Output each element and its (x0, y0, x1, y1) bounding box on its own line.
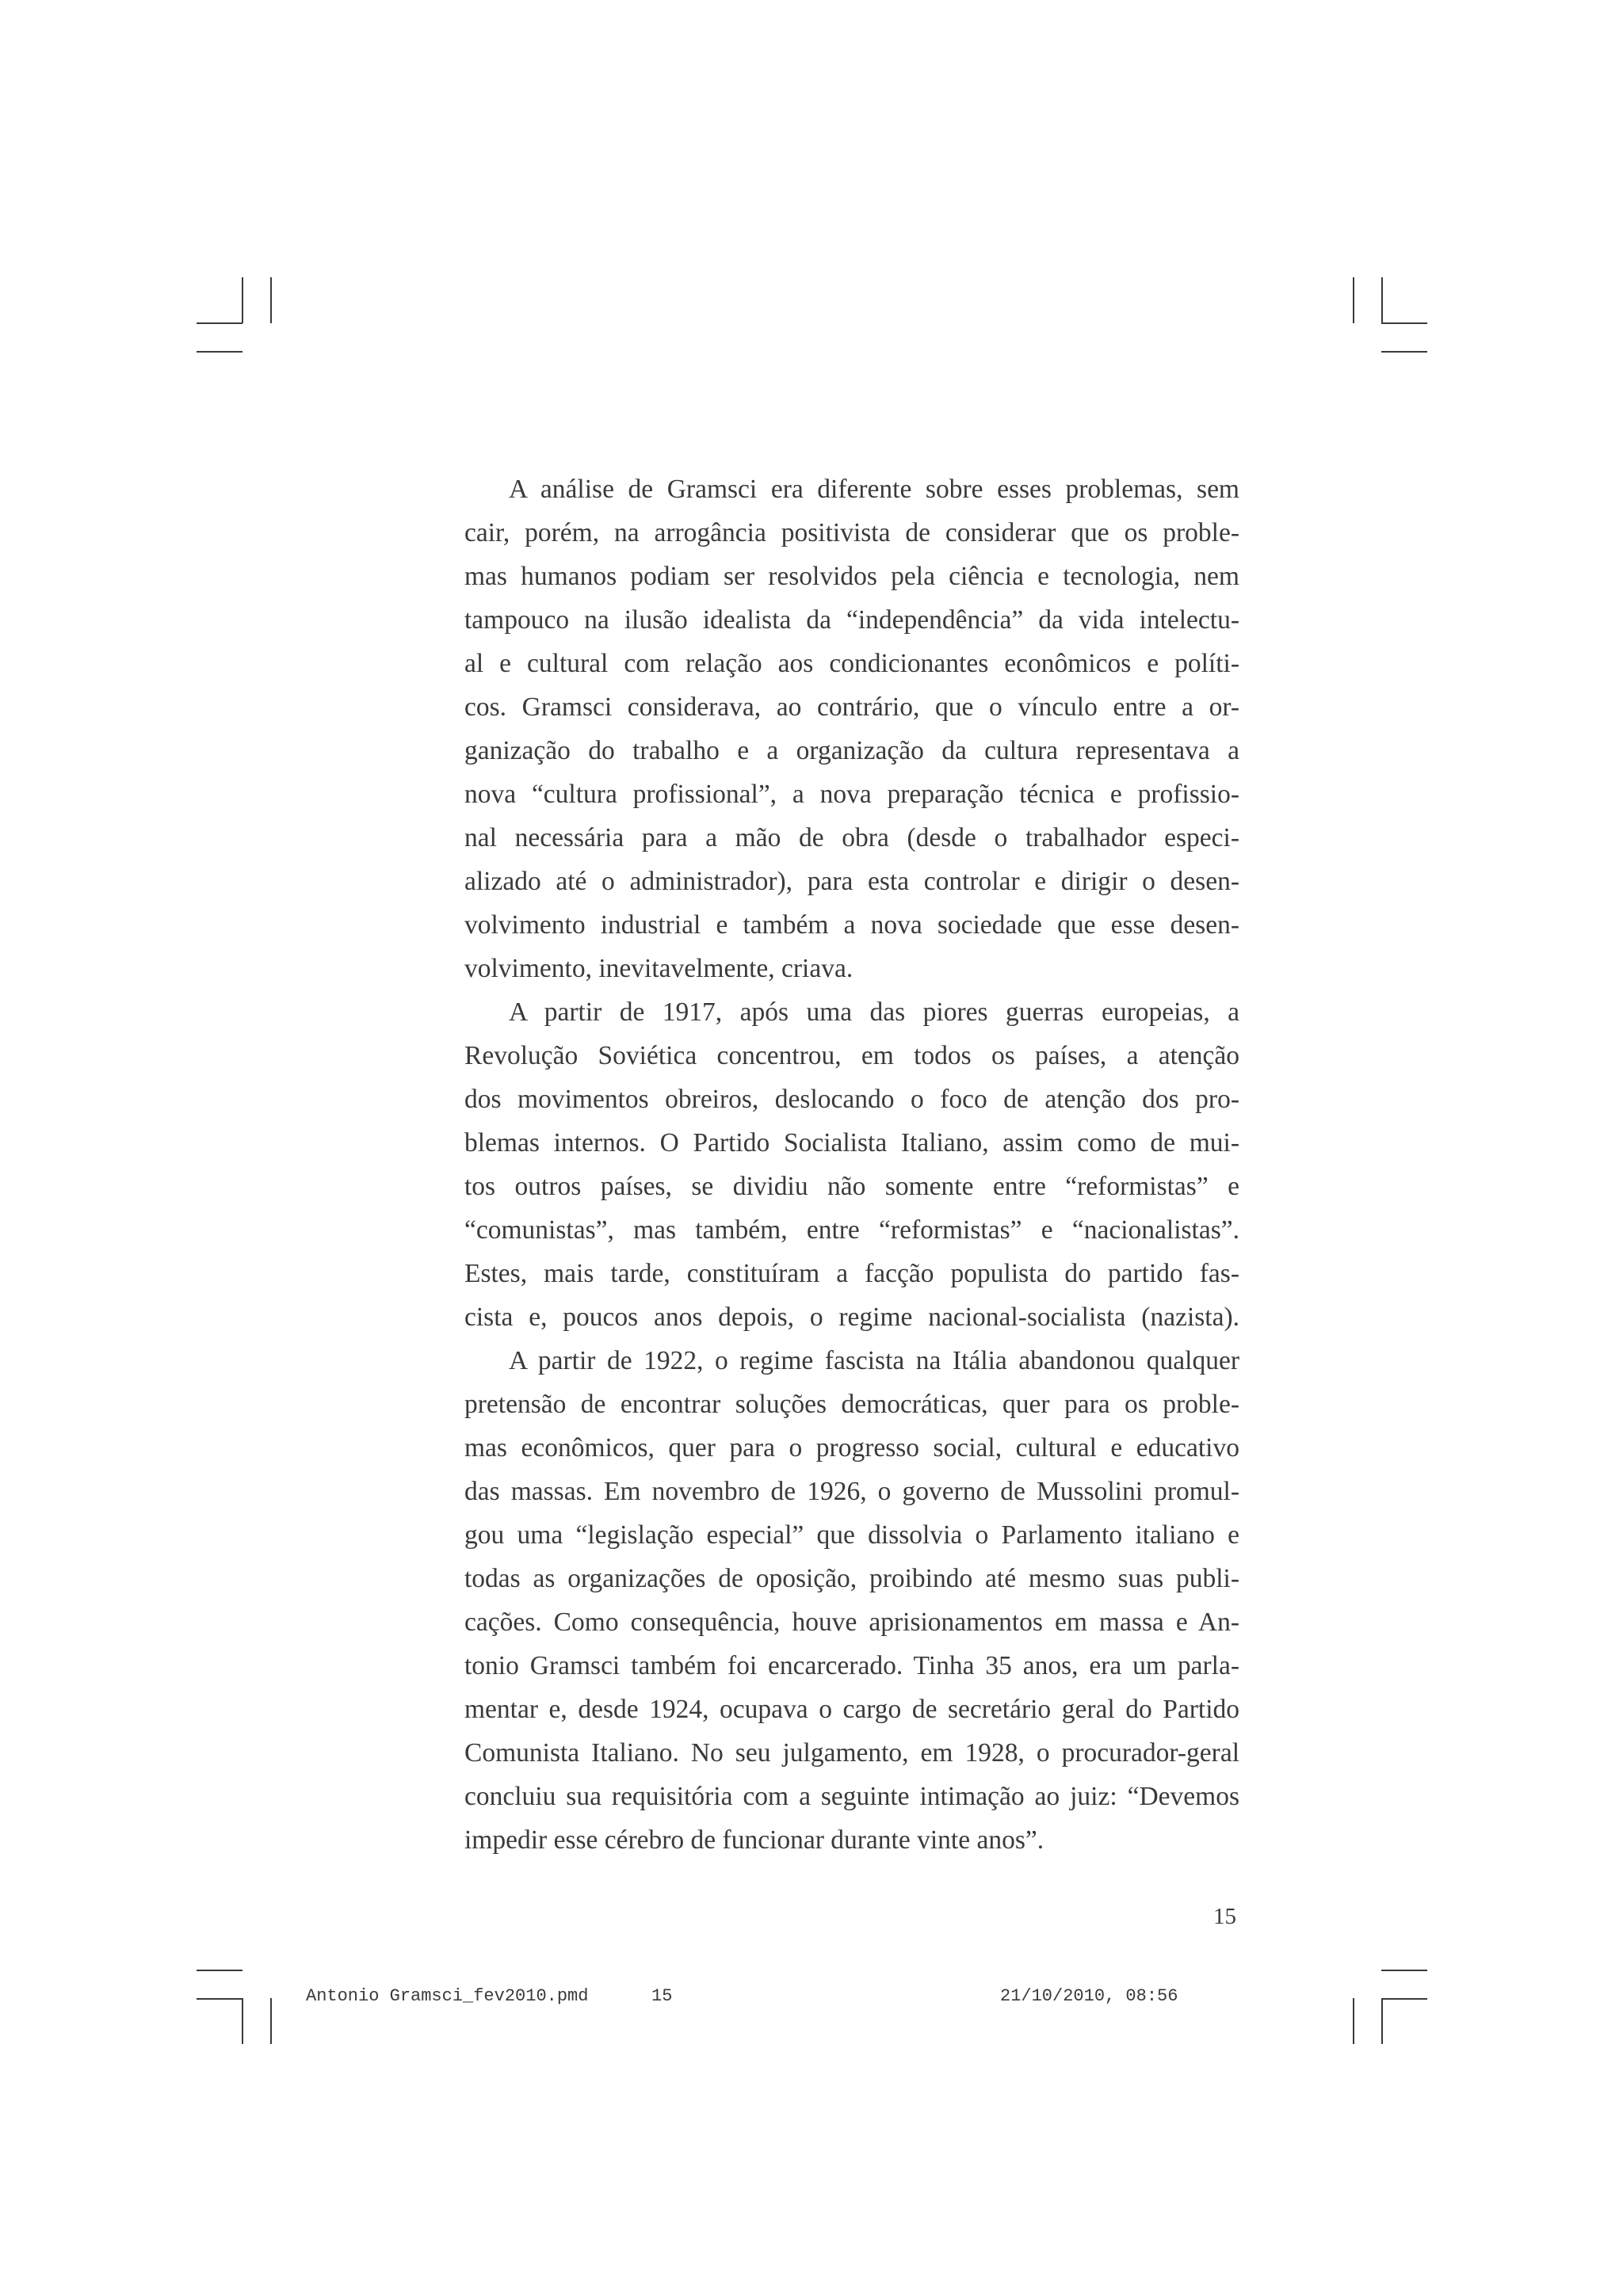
text-line: ganização do trabalho e a organização da cultura representava a (464, 736, 1239, 765)
text-line: tonio Gramsci também foi encarcerado. Tinha 35 anos, era um parla- (464, 1651, 1239, 1680)
crop-mark (270, 1998, 272, 2044)
text-line: impedir esse cérebro de funcionar durante vinte anos”. (464, 1825, 1044, 1855)
text-line: volvimento, inevitavelmente, criava. (464, 954, 854, 983)
crop-mark (270, 277, 272, 323)
text-line: dos movimentos obreiros, deslocando o foco de atenção dos pro- (464, 1085, 1239, 1114)
text-line: volvimento industrial e também a nova sociedade que esse desen- (464, 910, 1239, 940)
text-line: cista e, poucos anos depois, o regime nacional-socialista (nazista). (464, 1302, 1239, 1332)
paragraph (464, 1339, 1239, 1862)
crop-mark (1381, 1998, 1383, 2044)
text-line: tampouco na ilusão idealista da “independência” da vida intelectu- (464, 605, 1239, 635)
text-line: “comunistas”, mas também, entre “reformistas” e “nacionalistas”. (464, 1215, 1239, 1245)
text-line: Revolução Soviética concentrou, em todos os países, a atenção (464, 1041, 1239, 1070)
text-line: cações. Como consequência, houve aprisionamentos em massa e An- (464, 1608, 1239, 1637)
text-line: A partir de 1917, após uma das piores guerras europeias, a (509, 997, 1239, 1027)
text-line: mas humanos podiam ser resolvidos pela ciência e tecnologia, nem (464, 562, 1239, 591)
text-line: mentar e, desde 1924, ocupava o cargo de secretário geral do Partido (464, 1695, 1239, 1724)
text-line: mas econômicos, quer para o progresso social, cultural e educativo (464, 1433, 1239, 1463)
paragraph (464, 990, 1239, 1339)
crop-mark (1353, 1998, 1354, 2044)
text-line: Comunista Italiano. No seu julgamento, em 1928, o procurador-geral (464, 1738, 1239, 1768)
text-line: das massas. Em novembro de 1926, o governo de Mussolini promul- (464, 1477, 1239, 1506)
text-line: todas as organizações de oposição, proibindo até mesmo suas publi- (464, 1564, 1239, 1593)
body-text (464, 467, 1239, 1862)
text-line: concluiu sua requisitória com a seguinte intimação ao juiz: “Devemos (464, 1782, 1239, 1811)
crop-mark (1381, 322, 1427, 324)
crop-mark (1381, 351, 1427, 353)
slug-page: 15 (651, 1986, 673, 2006)
crop-mark (197, 1970, 242, 1971)
text-line: pretensão de encontrar soluções democráticas, quer para os proble- (464, 1390, 1239, 1419)
crop-mark (197, 322, 242, 324)
text-line: cair, porém, na arrogância positivista de considerar que os proble- (464, 518, 1239, 547)
crop-mark (242, 277, 243, 323)
crop-mark (197, 1998, 242, 2000)
crop-mark (1353, 277, 1354, 323)
text-line: A partir de 1922, o regime fascista na Itália abandonou qualquer (509, 1346, 1239, 1375)
crop-mark (242, 1998, 243, 2044)
text-line: gou uma “legislação especial” que dissolvia o Parlamento italiano e (464, 1520, 1239, 1550)
paragraph (464, 467, 1239, 990)
crop-mark (1381, 1970, 1427, 1971)
text-line: nova “cultura profissional”, a nova preparação técnica e profissio- (464, 780, 1239, 809)
crop-mark (1381, 1998, 1427, 2000)
text-line: A análise de Gramsci era diferente sobre esses problemas, sem (509, 475, 1239, 504)
slug-filename: Antonio Gramsci_fev2010.pmd (306, 1986, 589, 2006)
text-line: al e cultural com relação aos condicionantes econômicos e políti- (464, 649, 1239, 678)
text-line: blemas internos. O Partido Socialista Italiano, assim como de mui- (464, 1128, 1239, 1158)
slug-datetime: 21/10/2010, 08:56 (1000, 1986, 1178, 2006)
text-line: Estes, mais tarde, constituíram a facção populista do partido fas- (464, 1259, 1239, 1288)
text-line: nal necessária para a mão de obra (desde o trabalhador especi- (464, 823, 1239, 852)
text-line: cos. Gramsci considerava, ao contrário, que o vínculo entre a or- (464, 692, 1239, 722)
crop-mark (1381, 277, 1383, 323)
crop-mark (197, 351, 242, 353)
page-number: 15 (1213, 1904, 1236, 1929)
text-line: alizado até o administrador), para esta controlar e dirigir o desen- (464, 867, 1239, 896)
text-line: tos outros países, se dividiu não somente entre “reformistas” e (464, 1172, 1239, 1201)
